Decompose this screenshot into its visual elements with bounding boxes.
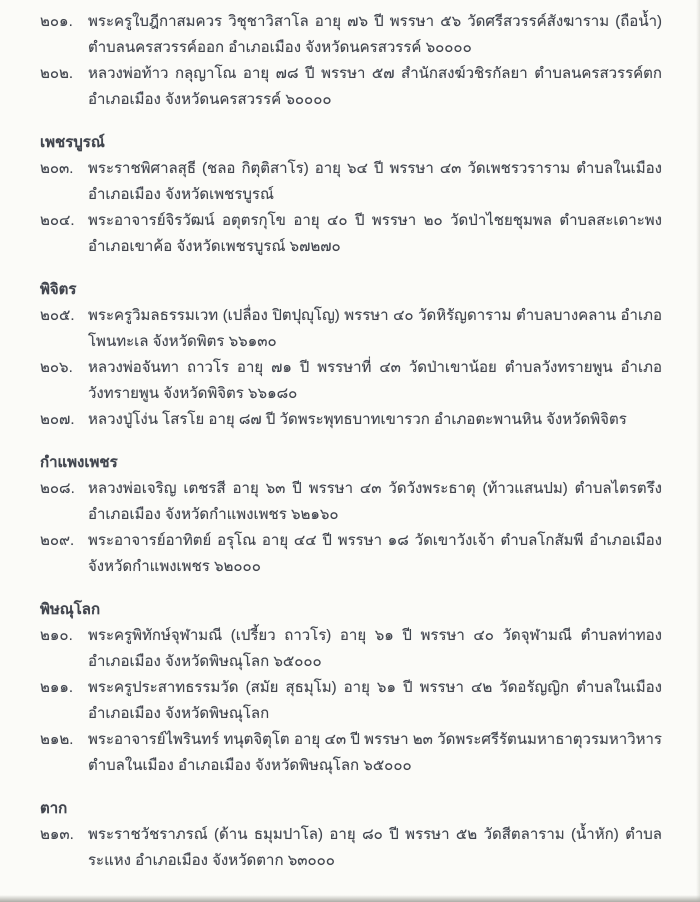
entry-number: ๒๑๓. — [40, 826, 74, 843]
scan-bottom-edge — [0, 895, 700, 902]
entry-text: พระครูพิทักษ์จุฬามณี (เปรี้ยว ถาวโร) อายุ ๖๑ ปี พรรษา ๔๐ วัดจุฬามณี ตำบลท่าทอง อำเภอเมือง จังหวัดพิษณุโลก ๖๕๐๐๐ — [88, 627, 662, 670]
entry-number: ๒๐๖. — [40, 359, 73, 376]
section-kamphaeng-phet — [40, 450, 662, 580]
entry-text: หลวงปู่โง่น โสรโย อายุ ๘๗ ปี วัดพระพุทธบาทเขารวก อำเภอตะพานหิน จังหวัดพิจิตร — [88, 411, 627, 428]
list-item — [40, 727, 662, 779]
entry-number: ๒๐๓. — [40, 160, 74, 177]
entry-text: พระอาจารย์อาทิตย์ อรุโณ อายุ ๔๔ ปี พรรษา ๑๘ วัดเขาวังเจ้า ตำบลโกสัมพี อำเภอเมือง จังหวัดกำแพงเพชร ๖๒๐๐๐ — [88, 532, 662, 575]
entry-number: ๒๑๑. — [40, 679, 74, 696]
list-item — [40, 208, 662, 260]
entry-text: พระครูใบฎีกาสมควร วิชุชาวิสาโล อายุ ๗๖ ปี พรรษา ๕๖ วัดศรีสวรรค์สังฆาราม (ถือน้ำ) ตำบลนครสวรรค์ออก อำเภอเมือง จังหวัดนครสวรรค์ ๖๐๐๐๐ — [88, 13, 662, 56]
list-item — [40, 355, 662, 407]
entry-number: ๒๐๗. — [40, 411, 75, 428]
list-item — [40, 476, 662, 528]
section-tak — [40, 796, 662, 874]
section-header: พิจิตร — [40, 281, 77, 298]
entry-number: ๒๑๒. — [40, 731, 74, 748]
entry-text: พระครูประสาทธรรมวัด (สมัย สุธมุโม) อายุ ๖๑ ปี พรรษา ๔๒ วัดอรัญญิก ตำบลในเมือง อำเภอเมือง จังหวัดพิษณุโลก — [88, 679, 662, 722]
list-item — [40, 623, 662, 675]
section-phichit — [40, 277, 662, 433]
entry-number: ๒๑๐. — [40, 627, 73, 644]
entry-text: พระราชพิศาลสุธี (ชลอ กิตุติสาโร) อายุ ๖๔ ปี พรรษา ๔๓ วัดเพชรวราราม ตำบลในเมือง อำเภอเมือง จังหวัดเพชรบูรณ์ — [88, 160, 662, 203]
list-item — [40, 528, 662, 580]
entry-text: พระราชวัชราภรณ์ (ด้าน ธมุมปาโล) อายุ ๘๐ ปี พรรษา ๕๒ วัดสีตลาราม (น้ำหัก) ตำบลระแหง อำเภอเมือง จังหวัดตาก ๖๓๐๐๐ — [88, 826, 662, 869]
list-item — [40, 675, 662, 727]
entry-text: พระครูวิมลธรรมเวท (เปลื่อง ปิตปุญุโญ) พรรษา ๔๐ วัดหิรัญดาราม ตำบลบางคลาน อำเภอโพนทะเล จังหวัดพิตร ๖๖๑๓๐ — [88, 307, 662, 350]
section-phetchabun — [40, 130, 662, 260]
entry-number: ๒๐๒. — [40, 65, 74, 82]
section-header: กำแพงเพชร — [40, 454, 118, 471]
list-item — [40, 9, 662, 61]
section-header: เพชรบูรณ์ — [40, 134, 105, 151]
list-item — [40, 822, 662, 874]
entry-number: ๒๐๙. — [40, 532, 75, 549]
entry-number: ๒๐๔. — [40, 212, 75, 229]
entry-number: ๒๐๕. — [40, 307, 75, 324]
entry-text: หลวงพ่อเจริญ เตชรสี อายุ ๖๓ ปี พรรษา ๔๓ วัดวังพระธาตุ (ท้าวแสนปม) ตำบลไตรตรึง อำเภอเมือง จังหวัดกำแพงเพชร ๖๒๑๖๐ — [88, 480, 662, 523]
section-header: พิษณุโลก — [40, 601, 101, 618]
scan-right-edge-shade — [696, 0, 700, 902]
entry-text: พระอาจารย์ไพรินทร์ ทนุตจิตุโต อายุ ๔๓ ปี พรรษา ๒๓ วัดพระศรีรัตนมหาธาตุวรมหาวิหาร ตำบลในเมือง อำเภอเมือง จังหวัดพิษณุโลก ๖๕๐๐๐ — [88, 731, 662, 774]
list-item — [40, 303, 662, 355]
entry-number: ๒๐๘. — [40, 480, 75, 497]
entry-text: หลวงพ่อท้าว กลุญาโณ อายุ ๗๘ ปี พรรษา ๕๗ สำนักสงฆ์วชิรกัลยา ตำบลนครสวรรค์ตก อำเภอเมือง จังหวัดนครสวรรค์ ๖๐๐๐๐ — [88, 65, 662, 108]
section-nakhon-sawan — [40, 9, 662, 113]
entry-text: หลวงพ่อจันทา ถาวโร อายุ ๗๑ ปี พรรษาที่ ๔๓ วัดป่าเขาน้อย ตำบลวังทรายพูน อำเภอวังทรายพูน จังหวัดพิจิตร ๖๖๑๘๐ — [88, 359, 662, 402]
entry-number: ๒๐๑. — [40, 13, 73, 30]
list-item — [40, 407, 662, 433]
section-phitsanulok — [40, 597, 662, 779]
list-item — [40, 61, 662, 113]
entry-text: พระอาจารย์จิรวัฒน์ อตุตรกุโข อายุ ๔๐ ปี พรรษา ๒๐ วัดป่าไชยชุมพล ตำบลสะเดาะพง อำเภอเขาค้อ จังหวัดเพชรบูรณ์ ๖๗๒๗๐ — [88, 212, 662, 255]
section-header: ตาก — [40, 800, 68, 817]
list-item — [40, 156, 662, 208]
